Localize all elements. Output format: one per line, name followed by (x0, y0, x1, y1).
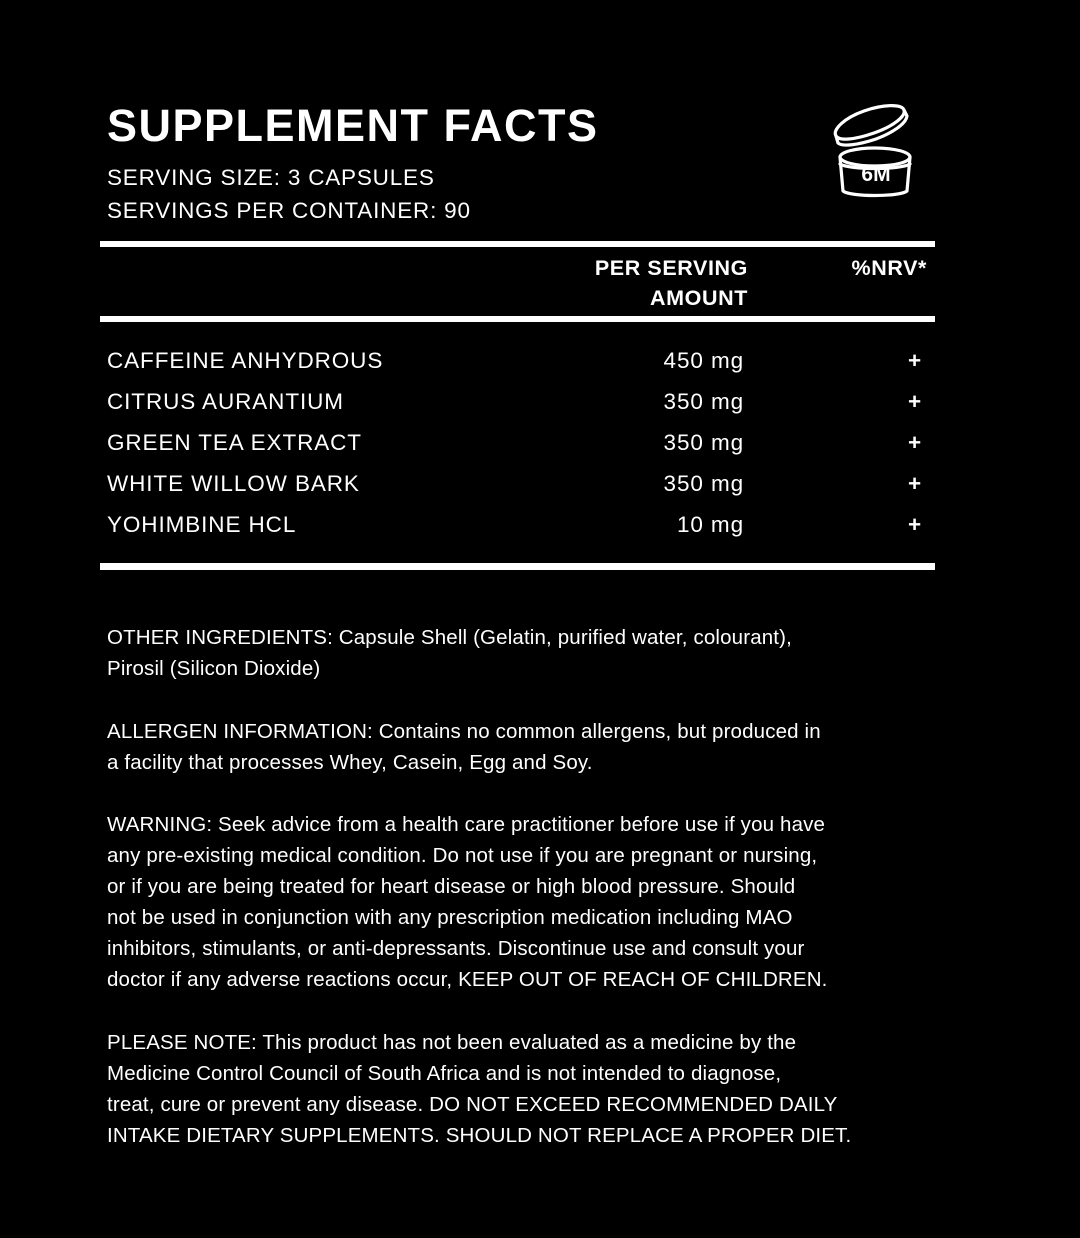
text-line: INTAKE DIETARY SUPPLEMENTS. SHOULD NOT REPLACE A PROPER DIET. (107, 1124, 852, 1147)
pao-badge-label: 6M (861, 163, 891, 186)
table-row (107, 340, 927, 381)
text-line: not be used in conjunction with any prescription medication including MAO (107, 906, 793, 929)
text-line: Medicine Control Council of South Africa and is not intended to diagnose, (107, 1062, 782, 1085)
table-row (107, 463, 927, 504)
text-line: a facility that processes Whey, Casein, Egg and Soy. (107, 751, 593, 774)
ingredient-name: WHITE WILLOW BARK (107, 471, 360, 496)
ingredient-amount: 350 mg (663, 471, 744, 496)
ingredient-amount: 10 mg (676, 512, 744, 537)
ingredient-nrv: + (907, 348, 922, 373)
ingredient-name: GREEN TEA EXTRACT (107, 430, 362, 455)
table-row (107, 422, 927, 463)
other-ingredients-text (107, 622, 977, 684)
ingredient-nrv: + (907, 389, 922, 414)
text-line: Pirosil (Silicon Dioxide) (107, 657, 321, 680)
text-line: treat, cure or prevent any disease. DO NOT EXCEED RECOMMENDED DAILY (107, 1093, 838, 1116)
warning-text (107, 809, 977, 995)
serving-size: SERVING SIZE: 3 CAPSULES (107, 165, 435, 190)
column-header-nrv: %NRV* (851, 256, 927, 280)
please-note-text (107, 1027, 977, 1151)
ingredient-amount: 450 mg (663, 348, 744, 373)
allergen-information-text (107, 716, 977, 778)
servings-per-container: SERVINGS PER CONTAINER: 90 (107, 198, 471, 223)
ingredient-name: YOHIMBINE HCL (107, 512, 297, 537)
table-bottom-rule (100, 563, 935, 570)
text-line: or if you are being treated for heart disease or high blood pressure. Should (107, 875, 796, 898)
text-line: inhibitors, stimulants, or anti-depressants. Discontinue use and consult your (107, 937, 805, 960)
ingredient-name: CITRUS AURANTIUM (107, 389, 344, 414)
table-row (107, 381, 927, 422)
text-line: any pre-existing medical condition. Do not use if you are pregnant or nursing, (107, 844, 818, 867)
text-line: PLEASE NOTE: This product has not been evaluated as a medicine by the (107, 1031, 797, 1054)
text-line: doctor if any adverse reactions occur, KEEP OUT OF REACH OF CHILDREN. (107, 968, 828, 991)
ingredient-nrv: + (907, 430, 922, 455)
text-line: OTHER INGREDIENTS: Capsule Shell (Gelatin, purified water, colourant), (107, 626, 792, 649)
text-line: ALLERGEN INFORMATION: Contains no common allergens, but produced in (107, 720, 821, 743)
column-header-per-serving-line1: PER SERVING (594, 256, 748, 280)
table-row (107, 504, 927, 545)
table-top-rule (100, 241, 935, 247)
ingredient-table (107, 340, 927, 545)
ingredient-amount: 350 mg (663, 430, 744, 455)
ingredient-amount: 350 mg (663, 389, 744, 414)
ingredient-name: CAFFEINE ANHYDROUS (107, 348, 384, 373)
column-header-per-serving (595, 253, 748, 313)
supplement-facts-title: SUPPLEMENT FACTS (107, 100, 599, 151)
ingredient-nrv: + (907, 471, 922, 496)
table-header-rule (100, 316, 935, 322)
text-line: WARNING: Seek advice from a health care practitioner before use if you have (107, 813, 826, 836)
ingredient-nrv: + (907, 512, 922, 537)
column-header-per-serving-line2: AMOUNT (650, 286, 748, 310)
